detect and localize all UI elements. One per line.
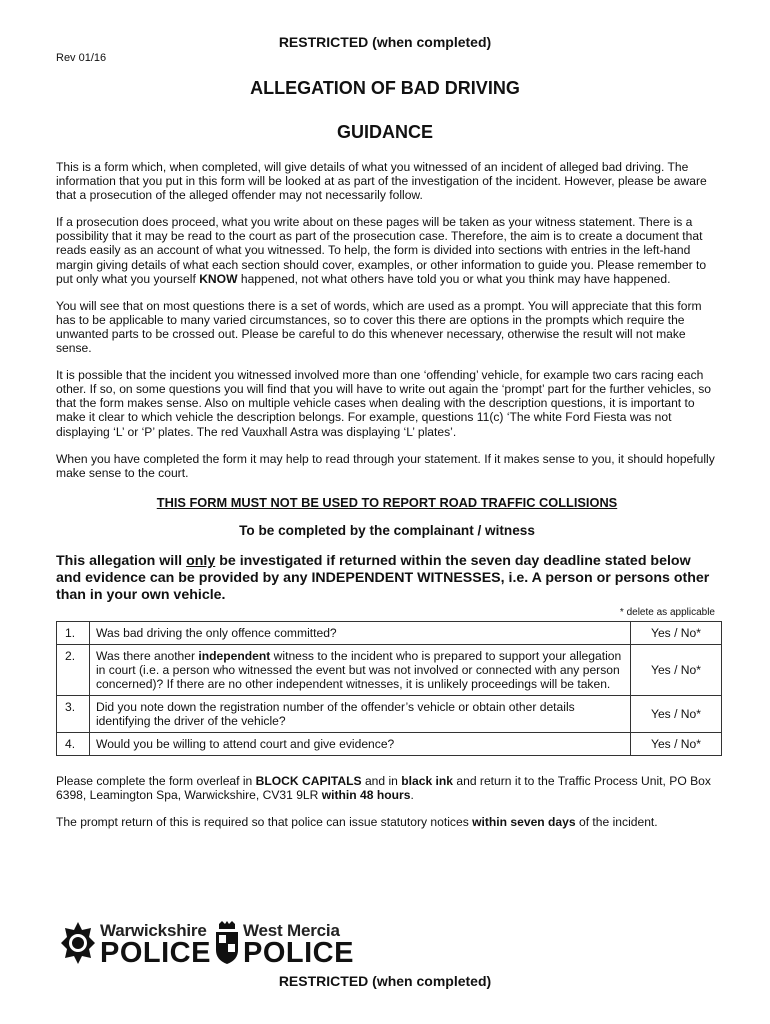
question-text <box>90 622 631 645</box>
text-run: and return it to the Traffic Process Unit, PO Box 6398, Leamington Spa, Warwickshire, CV31 9LR <box>56 774 711 803</box>
form-title: ALLEGATION OF BAD DRIVING <box>250 78 520 98</box>
text-run: This allegation will <box>56 552 187 569</box>
west-mercia-crest-icon <box>213 920 241 966</box>
text-run: Please complete the form overleaf in <box>56 774 256 789</box>
emphasis-know: KNOW <box>199 271 238 286</box>
restricted-marking-top: RESTRICTED (when completed) <box>278 34 492 50</box>
complainant-heading: To be completed by the complainant / witness <box>239 522 535 538</box>
question-number: 4. <box>57 733 90 756</box>
collision-warning: THIS FORM MUST NOT BE USED TO REPORT ROAD TRAFFIC COLLISIONS <box>156 494 618 510</box>
guidance-paragraph-1: This is a form which, when completed, will give details of what you witnessed of an incident of alleged bad driving. The information that you put in this form will be looked at as part of the investigation of the incident. However, please be aware that a prosecution of the alleged offender may not necessarily follow. <box>56 160 707 203</box>
emphasis-48-hours: within 48 hours <box>321 788 411 803</box>
question-row <box>57 696 722 733</box>
warwickshire-police-logo <box>60 918 210 970</box>
guidance-paragraph-2 <box>56 215 718 285</box>
text-run: Was bad driving the only offence committed? <box>96 626 337 641</box>
warwickshire-police-wordmark: POLICE <box>100 937 211 969</box>
guidance-heading: GUIDANCE <box>336 122 433 142</box>
text-run: . <box>410 788 414 803</box>
guidance-body <box>56 160 718 842</box>
west-mercia-police-logo <box>213 918 363 970</box>
guidance-paragraph-5: When you have completed the form it may help to read through your statement. If it makes sense to you, it should hopefully make sense to the court. <box>56 451 715 480</box>
questions-table <box>56 621 722 756</box>
yes-no-answer[interactable]: Yes / No* <box>631 696 722 733</box>
restricted-marking-bottom: RESTRICTED (when completed) <box>278 973 492 989</box>
question-number: 1. <box>57 622 90 645</box>
text-run: If a prosecution does proceed, what you write about on these pages will be taken as your witness statement. There is a possibility that it may be read to the court as part of the prosecution case. Therefore, the aim is to create a document that reads easily as an account of what you witnessed. To help, the form is divided into sections with entries in the left-hand margin giving details of what each section should cover, examples, or other information to guide you. Please remember to put only what you yourself <box>56 215 707 286</box>
text-run: Did you note down the registration number of the offender’s vehicle or obtain other details identifying the driver of the vehicle? <box>96 700 575 729</box>
emphasis-seven-days: within seven days <box>472 815 576 830</box>
yes-no-answer[interactable]: Yes / No* <box>631 622 722 645</box>
police-logos <box>60 918 360 970</box>
warwickshire-county-name: Warwickshire <box>100 921 207 940</box>
text-run: of the incident. <box>575 815 658 830</box>
question-number: 2. <box>57 645 90 696</box>
yes-no-answer[interactable]: Yes / No* <box>631 733 722 756</box>
question-row <box>57 645 722 696</box>
question-text <box>90 645 631 696</box>
question-text <box>90 733 631 756</box>
emphasis-black-ink: black ink <box>401 774 454 789</box>
closing-instructions <box>56 774 718 802</box>
west-mercia-name: West Mercia <box>243 921 340 940</box>
emphasis-only: only <box>186 552 216 569</box>
warwickshire-crest-icon <box>60 920 96 966</box>
text-run: and in <box>361 774 402 789</box>
text-run: Would you be willing to attend court and give evidence? <box>96 737 395 752</box>
text-run: happened, not what others have told you or what you think may have happened. <box>237 271 671 286</box>
closing-notice <box>56 815 718 829</box>
text-run: witness to the incident who is prepared to support your allegation in court (i.e. a person who witnessed the event but was not involved or connected with any person concerned)? If there are no other independent witnesses, it is unlikely proceedings will be taken. <box>96 649 622 692</box>
question-row <box>57 622 722 645</box>
text-run: The prompt return of this is required so that police can issue statutory notices <box>56 815 473 830</box>
delete-note: * delete as applicable <box>619 606 715 618</box>
emphasis-block-capitals: BLOCK CAPITALS <box>255 774 362 789</box>
allegation-notice <box>56 553 718 604</box>
question-row <box>57 733 722 756</box>
text-run: Was there another <box>96 649 199 664</box>
text-emphasis: independent <box>198 649 271 664</box>
guidance-paragraph-4: It is possible that the incident you witnessed involved more than one ‘offending’ vehicle, for example two cars racing each other. If so, on some questions you will find that you will have to write out again the ‘prompt’ part for the further vehicles, so that the form makes sense. Also on multiple vehicle cases when dealing with the description questions, it is important to make it clear to which vehicle the description belongs. For example, questions 11(c) ‘The white Ford Fiesta was not displaying ‘L’ or ‘P’ plates. The red Vauxhall Astra was displaying ‘L’ plates’. <box>56 368 711 439</box>
guidance-paragraph-3: You will see that on most questions there is a set of words, which are used as a prompt. You will appreciate that this form has to be applicable to many varied circumstances, so to cover this there are options in the prompts which require the unwanted parts to be crossed out. Please be careful to do this whenever necessary, otherwise the result will not make sense. <box>56 298 702 356</box>
yes-no-answer[interactable]: Yes / No* <box>631 645 722 696</box>
revision-label: Rev 01/16 <box>56 52 107 64</box>
question-number: 3. <box>57 696 90 733</box>
west-mercia-police-wordmark: POLICE <box>243 937 354 969</box>
question-text <box>90 696 631 733</box>
text-run: be investigated if returned within the seven day deadline stated below and evidence can be provided by any INDEPENDENT WITNESSES, i.e. A person or persons other than in your own vehicle. <box>56 552 710 603</box>
